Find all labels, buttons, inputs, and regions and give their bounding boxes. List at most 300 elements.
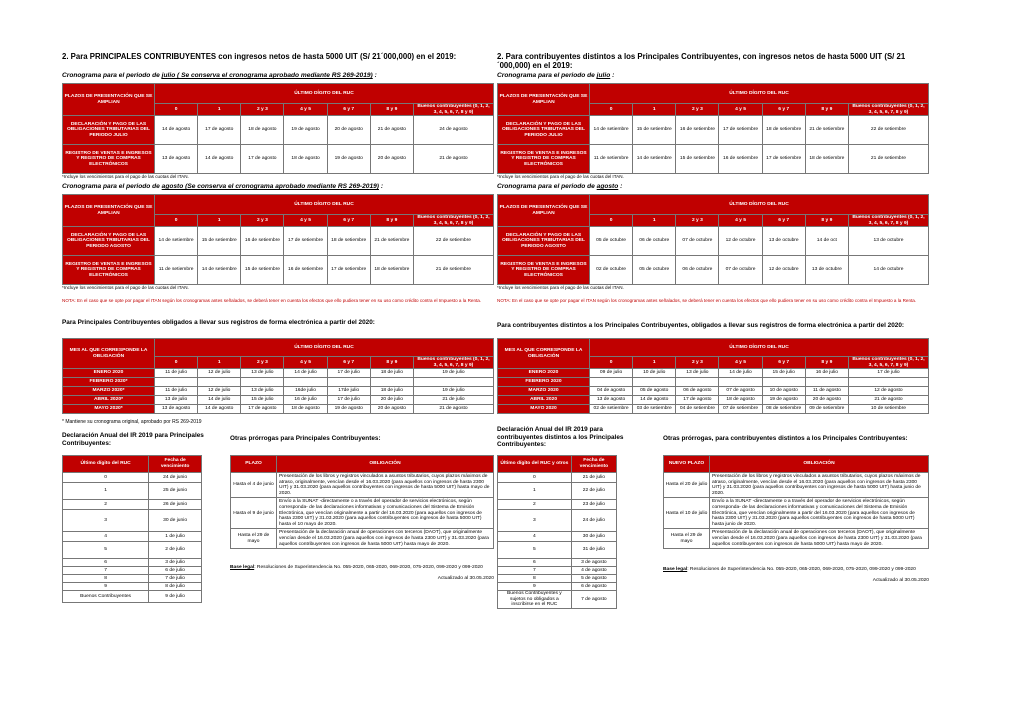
digit-header: 8 y 9 [370, 104, 413, 116]
date-cell: 12 de julio [198, 369, 241, 378]
date-cell: 20 de agosto [805, 396, 848, 405]
left-august-table-wrap [62, 194, 494, 303]
date-cell [284, 378, 327, 387]
date-cell [848, 378, 928, 387]
date-cell: 05 de agosto [633, 387, 676, 396]
annual-digit: 3 [498, 510, 572, 532]
date-cell: 20 de agosto [370, 145, 413, 174]
digit-header: 4 y 5 [284, 357, 327, 369]
left-electronic-title: Para Principales Contribuyentes obligados a llevar sus registros de forma electrónica a partir del 2020: [62, 319, 375, 326]
date-cell: 14 de agosto [198, 405, 241, 414]
annual-digit: 4 [498, 532, 572, 542]
first-header: PLAZOS DE PRESENTACIÓN QUE SE AMPLIAN [498, 195, 590, 227]
date-cell: 13 de agosto [155, 405, 198, 414]
right-other-table [663, 455, 929, 549]
month-cell: FEBRERO 2020 [498, 378, 590, 387]
ruc-digit-header: ÚLTIMO DÍGITO DEL RUC [155, 84, 494, 104]
right-august-table-wrap [497, 194, 929, 303]
left-annual-wrap [62, 455, 202, 603]
annual-digit: 9 [63, 583, 149, 591]
annual-digit: 5 [498, 542, 572, 559]
date-cell: 13 de agosto [590, 396, 633, 405]
date-cell [370, 378, 413, 387]
right-annual-table [497, 455, 617, 609]
date-cell: 09 de setiembre [805, 405, 848, 414]
digit-header: Buenos contribuyentes (0, 1, 2, 3, 4, 5, 6, 7, 8 y 9) [413, 357, 493, 369]
date-cell: 03 de setiembre [633, 405, 676, 414]
right-itan-nota: NOTA: En el caso que se opte por pagar el ITAN según los cronogramas antes señalados, se deberá tener en cuenta los efectos que ello pudiera tener en su uso como crédito contra el Impuesto a la Renta. [497, 297, 917, 303]
date-cell: 18 de setiembre [805, 145, 848, 174]
annual-date: 23 de julio [571, 500, 616, 510]
date-cell [198, 378, 241, 387]
date-cell [241, 378, 284, 387]
date-cell: 11 de julio [155, 369, 198, 378]
date-cell: 17 de agosto [198, 116, 241, 145]
digit-header: 2 y 3 [676, 215, 719, 227]
annual-digit: 2 [498, 500, 572, 510]
date-cell: 13 de octubre [762, 227, 805, 256]
date-cell: 14 de setiembre [590, 116, 633, 145]
digit-header: Buenos contribuyentes (0, 1, 2, 3, 4, 5, 6, 7, 8 y 9) [848, 357, 928, 369]
date-cell: 17 de setiembre [284, 227, 327, 256]
date-cell: 10 de setiembre [848, 405, 928, 414]
month-cell: MARZO 2020 [498, 387, 590, 396]
annual-digit: 8 [63, 575, 149, 583]
date-cell: 22 de setiembre [413, 227, 493, 256]
date-cell: 16 de setiembre [241, 227, 284, 256]
date-cell: 12 de agosto [848, 387, 928, 396]
digit-header: Buenos contribuyentes (0, 1, 2, 3, 4, 5, 6, 7, 8 y 9) [413, 104, 493, 116]
annual-date: 3 de julio [149, 559, 202, 567]
left-july-note: *Incluye los vencimientos para el pago de las cuotas del ITAN. [62, 174, 189, 180]
annual-date: 6 de julio [149, 567, 202, 575]
other-plazo: Hasta el 29 de mayo [664, 529, 710, 549]
right-updated: Actualizado al 30.05.2020 [872, 578, 929, 584]
annual-date: 26 de junio [149, 500, 202, 510]
date-cell [590, 378, 633, 387]
annual-date: 24 de junio [149, 473, 202, 483]
date-cell: 14 de julio [198, 396, 241, 405]
other-head-plazo: NUEVO PLAZO [664, 456, 710, 473]
date-cell: 04 de agosto [590, 387, 633, 396]
annual-digit: 1 [63, 483, 149, 500]
date-cell: 17 de julio [327, 369, 370, 378]
annual-digit: Buenos Contribuyentes y sujetos no obligados a inscribirse en el RUC [498, 591, 572, 609]
annual-head-date: Fecha de vencimiento [571, 456, 616, 473]
other-plazo: Hasta el 10 de julio [664, 498, 710, 529]
first-header: MES AL QUE CORRESPONDE LA OBLIGACIÓN [498, 339, 590, 369]
left-july-caption: Cronograma para el periodo de julio ( Se conserva el cronograma aprobado mediante RS 269-2019) : [62, 72, 377, 79]
digit-header: 0 [590, 104, 633, 116]
date-cell: 17 de julio [327, 396, 370, 405]
digit-header: 8 y 9 [370, 357, 413, 369]
annual-digit: 0 [498, 473, 572, 483]
right-july-table [497, 83, 929, 174]
date-cell: 11 de agosto [805, 387, 848, 396]
date-cell: 17 de agosto [241, 145, 284, 174]
first-header: PLAZOS DE PRESENTACIÓN QUE SE AMPLIAN [63, 195, 155, 227]
right-electronic-table [497, 338, 929, 414]
date-cell: 07 de setiembre [719, 405, 762, 414]
date-cell: 16 de julio [284, 396, 327, 405]
right-other-title: Otras prórrogas, para contribuyentes distintos a los Principales Contribuyentes: [663, 435, 908, 442]
digit-header: 2 y 3 [241, 357, 284, 369]
annual-date: 21 de julio [571, 473, 616, 483]
digit-header: 4 y 5 [284, 215, 327, 227]
date-cell: 07 de agosto [719, 387, 762, 396]
ruc-digit-header: ÚLTIMO DÍGITO DEL RUC [155, 339, 494, 357]
row-label: REGISTRO DE VENTAS E INGRESOS Y REGISTRO DE COMPRAS ELECTRÓNICOS [63, 145, 155, 174]
annual-date: 30 de julio [571, 532, 616, 542]
left-august-table [62, 194, 494, 285]
date-cell: 19 de agosto [284, 116, 327, 145]
date-cell: 15 de setiembre [633, 116, 676, 145]
digit-header: 1 [198, 104, 241, 116]
other-obligacion: Presentación de los libros y registros vinculados a asuntos tributarios, cuyos plazos máximos de atraso, originalmente, vencían desde el 16.03.2020 (para aquellos con ingresos de hasta 2300 UIT) y 31.03.2020 (para aquellos contribuyentes con ingresos de hasta 5000 UIT) hasta junio de 2020. [710, 473, 929, 498]
digit-header: 1 [633, 104, 676, 116]
date-cell: 21 de setiembre [848, 145, 928, 174]
other-obligacion: Presentación de la declaración anual de operaciones con terceros (DAOT), que originalmente vencían desde el 16.03.2020 (para aquellos con ingresos de hasta 2300 UIT) y 31.03.2020 (para aquellos contribuyentes con ingresos de hasta 5000 UIT) hasta mayo de 2020. [710, 529, 929, 549]
digit-header: 6 y 7 [762, 215, 805, 227]
right-august-caption: Cronograma para el periodo de agosto : [497, 183, 623, 190]
date-cell: 05 de octubre [590, 227, 633, 256]
month-cell: ENERO 2020 [498, 369, 590, 378]
date-cell: 13 de julio [241, 387, 284, 396]
right-base-legal: Base legal: Resoluciones de Superintendencia No. 055-2020, 065-2020, 069-2020, 075-2020, 099-2020 y 099-2020 [663, 567, 916, 573]
annual-digit: 9 [498, 583, 572, 591]
date-cell: 19 de julio [413, 369, 493, 378]
row-label: REGISTRO DE VENTAS E INGRESOS Y REGISTRO DE COMPRAS ELECTRÓNICOS [498, 145, 590, 174]
date-cell: 16 de julio [805, 369, 848, 378]
date-cell: 21 de setiembre [805, 116, 848, 145]
date-cell: 21 de setiembre [370, 227, 413, 256]
annual-digit: 8 [498, 575, 572, 583]
right-july-table-wrap [497, 83, 929, 180]
first-header: MES AL QUE CORRESPONDE LA OBLIGACIÓN [63, 339, 155, 369]
date-cell: 21 de agosto [370, 116, 413, 145]
annual-date: 6 de agosto [571, 583, 616, 591]
right-annual-wrap [497, 455, 617, 609]
date-cell: 17 de setiembre [719, 116, 762, 145]
month-cell: FEBRERO 2020* [63, 378, 155, 387]
date-cell: 07 de octubre [676, 227, 719, 256]
digit-header: 1 [633, 215, 676, 227]
date-cell: 06 de agosto [676, 387, 719, 396]
digit-header: 0 [590, 357, 633, 369]
date-cell: 13 de octubre [805, 256, 848, 285]
date-cell: 17 de julio [848, 369, 928, 378]
date-cell: 21 de setiembre [413, 256, 493, 285]
date-cell: 14 de setiembre [155, 227, 198, 256]
left-annual-table [62, 455, 202, 603]
other-obligacion: Envío a la SUNAT -directamente o a través del operador de servicios electrónicos, según corresponda- de las declaraciones informativas y comunicaciones del Sistema de Emisión Electrónica, que vencían originalmente a partir del 16.03.2020 (para aquellos con ingresos de hasta 2300 UIT) y 31.03.2020 (para aquellos contribuyentes con ingresos de hasta 5000 UIT) hasta junio de 2020. [710, 498, 929, 529]
date-cell: 11 de setiembre [155, 256, 198, 285]
left-electronic-table [62, 338, 494, 414]
date-cell: 09 de julio [590, 369, 633, 378]
digit-header: 2 y 3 [241, 215, 284, 227]
left-annual-title: Declaración Anual del IR 2019 para Principales Contribuyentes: [62, 432, 204, 447]
date-cell: 17 de agosto [676, 396, 719, 405]
annual-date: 1 de julio [149, 532, 202, 542]
date-cell: 21 de agosto [848, 396, 928, 405]
date-cell: 11 de setiembre [590, 145, 633, 174]
left-base-legal: Base legal: Resoluciones de Superintendencia No. 055-2020, 065-2020, 069-2020, 075-2020, 099-2020 y 099-2020 [230, 565, 483, 571]
annual-digit: 0 [63, 473, 149, 483]
other-obligacion: Envío a la SUNAT -directamente o a través del operador de servicios electrónicos, según corresponda- de las declaraciones informativas y comunicaciones del Sistema de Emisión Electrónica, que vencían originalmente a partir del 16.03.2020 (para aquellos con ingresos de hasta 2300 UIT) y 31.03.2020 (para aquellos contribuyentes con ingresos de hasta 5000 UIT) hasta el 10 mayo de 2020. [277, 498, 494, 529]
other-obligacion: Presentación de la declaración anual de operaciones con terceros (DAOT), que originalmente vencían desde el 16.03.2020 (para aquellos con ingresos de hasta 2300 UIT) y 31.03.2020 (para aquellos contribuyentes con ingresos de hasta 5000 UIT) hasta mayo de 2020. [277, 529, 494, 549]
date-cell: 19 de julio [413, 387, 493, 396]
date-cell: 12 de octubre [719, 227, 762, 256]
date-cell [413, 378, 493, 387]
annual-date: 8 de julio [149, 583, 202, 591]
annual-date: 30 de junio [149, 510, 202, 532]
date-cell: 05 de octubre [633, 256, 676, 285]
digit-header: 8 y 9 [370, 215, 413, 227]
annual-head-date: Fecha de vencimiento [149, 456, 202, 473]
date-cell: 20 de agosto [370, 405, 413, 414]
date-cell: 18 de agosto [241, 116, 284, 145]
digit-header: Buenos contribuyentes (0, 1, 2, 3, 4, 5, 6, 7, 8 y 9) [848, 215, 928, 227]
row-label: REGISTRO DE VENTAS E INGRESOS Y REGISTRO DE COMPRAS ELECTRÓNICOS [498, 256, 590, 285]
digit-header: 8 y 9 [805, 215, 848, 227]
first-header: PLAZOS DE PRESENTACIÓN QUE SE AMPLIAN [63, 84, 155, 116]
ruc-digit-header: ÚLTIMO DÍGITO DEL RUC [590, 339, 929, 357]
annual-digit: Buenos Contribuyentes [63, 591, 149, 603]
row-label: DECLARACIÓN Y PAGO DE LAS OBLIGACIONES TRIBUTARIAS DEL PERIODO AGOSTO [63, 227, 155, 256]
left-august-note: *Incluye los vencimientos para el pago de las cuotas del ITAN. [62, 285, 189, 291]
date-cell: 13 de julio [676, 369, 719, 378]
annual-digit: 3 [63, 510, 149, 532]
annual-date: 2 de julio [149, 542, 202, 559]
annual-date: 7 de agosto [571, 591, 616, 609]
date-cell: 24 de agosto [413, 116, 493, 145]
date-cell: 06 de octubre [676, 256, 719, 285]
date-cell: 18 de setiembre [370, 256, 413, 285]
annual-digit: 5 [63, 542, 149, 559]
digit-header: 1 [198, 357, 241, 369]
annual-digit: 6 [498, 559, 572, 567]
digit-header: 6 y 7 [327, 215, 370, 227]
left-other-wrap [230, 455, 494, 581]
date-cell: 14 de agosto [633, 396, 676, 405]
other-head-obligacion: OBLIGACIÓN [277, 456, 494, 473]
date-cell: 08 de setiembre [762, 405, 805, 414]
date-cell: 15 de julio [241, 396, 284, 405]
annual-head-digit: Último dígito del RUC y otros [498, 456, 572, 473]
row-label: DECLARACIÓN Y PAGO DE LAS OBLIGACIONES TRIBUTARIAS DEL PERIODO JULIO [498, 116, 590, 145]
annual-date: 4 de agosto [571, 567, 616, 575]
month-cell: ENERO 2020 [63, 369, 155, 378]
date-cell: 14 de agosto [155, 116, 198, 145]
date-cell [155, 378, 198, 387]
month-cell: ABRIL 2020* [63, 396, 155, 405]
date-cell: 12 de octubre [762, 256, 805, 285]
right-other-wrap [663, 455, 929, 583]
date-cell: 10 de agosto [762, 387, 805, 396]
date-cell: 14 de octubre [848, 256, 928, 285]
digit-header: 2 y 3 [241, 104, 284, 116]
date-cell: 19 de agosto [327, 405, 370, 414]
date-cell [762, 378, 805, 387]
date-cell: 21 de agosto [413, 145, 493, 174]
digit-header: Buenos contribuyentes (0, 1, 2, 3, 4, 5, 6, 7, 8 y 9) [413, 215, 493, 227]
annual-date: 3 de agosto [571, 559, 616, 567]
left-july-table-wrap [62, 83, 494, 180]
date-cell: 12 de julio [198, 387, 241, 396]
date-cell: 15 de setiembre [241, 256, 284, 285]
other-plazo: Hasta el 20 de julio [664, 473, 710, 498]
left-other-title: Otras prórrogas para Principales Contribuyentes: [230, 435, 381, 442]
date-cell: 18 de julio [370, 369, 413, 378]
date-cell [719, 378, 762, 387]
digit-header: 0 [155, 357, 198, 369]
other-head-obligacion: OBLIGACIÓN [710, 456, 929, 473]
date-cell: 13 de julio [155, 396, 198, 405]
digit-header: 0 [155, 215, 198, 227]
ruc-digit-header: ÚLTIMO DÍGITO DEL RUC [590, 195, 929, 215]
right-electronic-wrap [497, 338, 929, 414]
date-cell: 13 de julio [241, 369, 284, 378]
annual-digit: 1 [498, 483, 572, 500]
date-cell [633, 378, 676, 387]
left-updated: Actualizado al 30.05.2020 [437, 576, 494, 582]
date-cell: 16 de setiembre [719, 145, 762, 174]
left-title: 2. Para PRINCIPALES CONTRIBUYENTES con ingresos netos de hasta 5000 UIT (S/ 21´000,000) en el 2019: [62, 52, 457, 61]
date-cell: 16de julio [284, 387, 327, 396]
digit-header: 4 y 5 [284, 104, 327, 116]
date-cell: 19 de agosto [327, 145, 370, 174]
date-cell: 21 de julio [413, 396, 493, 405]
date-cell: 14 de setiembre [633, 145, 676, 174]
first-header: PLAZOS DE PRESENTACIÓN QUE SE AMPLIAN [498, 84, 590, 116]
digit-header: 8 y 9 [805, 357, 848, 369]
ruc-digit-header: ÚLTIMO DÍGITO DEL RUC [155, 195, 494, 215]
annual-date: 25 de junio [149, 483, 202, 500]
date-cell: 13 de agosto [155, 145, 198, 174]
ruc-digit-header: ÚLTIMO DÍGITO DEL RUC [590, 84, 929, 104]
digit-header: Buenos contribuyentes (0, 1, 2, 3, 4, 5, 6, 7, 8 y 9) [848, 104, 928, 116]
date-cell: 02 de octubre [590, 256, 633, 285]
digit-header: 0 [155, 104, 198, 116]
date-cell: 22 de setiembre [848, 116, 928, 145]
digit-header: 4 y 5 [719, 104, 762, 116]
digit-header: 6 y 7 [327, 104, 370, 116]
date-cell: 15 de julio [762, 369, 805, 378]
right-title: 2. Para contribuyentes distintos a los Principales Contribuyentes, con ingresos netos de hasta 5000 UIT (S/ 21´000,000) en el 2019: [497, 52, 906, 70]
annual-digit: 7 [63, 567, 149, 575]
left-july-table [62, 83, 494, 174]
date-cell: 17 de setiembre [327, 256, 370, 285]
other-obligacion: Presentación de los libros y registros vinculados a asuntos tributarios, cuyos plazos máximos de atraso, originalmente, vencían desde el 16.03.2020 (para aquellos con ingresos de hasta 2300 UIT) y 31.03.2020 (para aquellos contribuyentes con ingresos de hasta 5000 UIT) hasta mayo de 2020. [277, 473, 494, 498]
month-cell: MAYO 2020 [498, 405, 590, 414]
date-cell [676, 378, 719, 387]
date-cell: 18 de setiembre [327, 227, 370, 256]
annual-date: 22 de julio [571, 483, 616, 500]
date-cell: 02 de setiembre [590, 405, 633, 414]
date-cell [327, 378, 370, 387]
left-itan-nota: NOTA: En el caso que se opte por pagar el ITAN según los cronogramas antes señalados, se deberá tener en cuenta los efectos que ello pudiera tener en su uso como crédito contra el Impuesto a la Renta. [62, 297, 482, 303]
date-cell: 18 de julio [370, 387, 413, 396]
annual-date: 31 de julio [571, 542, 616, 559]
annual-date: 24 de julio [571, 510, 616, 532]
digit-header: 4 y 5 [719, 215, 762, 227]
left-electronic-note: * Mantiene su cronograma original, aprobado por RS 269-2019 [62, 419, 202, 426]
annual-head-digit: Último dígito del RUC [63, 456, 149, 473]
left-other-table [230, 455, 494, 549]
annual-digit: 6 [63, 559, 149, 567]
date-cell: 20 de julio [370, 396, 413, 405]
date-cell: 18 de agosto [719, 396, 762, 405]
digit-header: 6 y 7 [762, 357, 805, 369]
month-cell: MARZO 2020* [63, 387, 155, 396]
other-plazo: Hasta el 29 de mayo [231, 529, 277, 549]
right-july-note: *Incluye los vencimientos para el pago de las cuotas del ITAN. [497, 174, 624, 180]
month-cell: ABRIL 2020 [498, 396, 590, 405]
annual-digit: 2 [63, 500, 149, 510]
annual-digit: 7 [498, 567, 572, 575]
digit-header: 6 y 7 [762, 104, 805, 116]
right-august-note: *Incluye los vencimientos para el pago de las cuotas del ITAN. [497, 285, 624, 291]
date-cell: 16 de setiembre [676, 116, 719, 145]
right-july-caption: Cronograma para el periodo de julio : [497, 72, 615, 79]
digit-header: 1 [198, 215, 241, 227]
date-cell: 17 de agosto [241, 405, 284, 414]
annual-date: 9 de julio [149, 591, 202, 603]
date-cell: 13 de octubre [848, 227, 928, 256]
digit-header: 8 y 9 [805, 104, 848, 116]
left-august-caption: Cronograma para el periodo de agosto (Se conserva el cronograma aprobado mediante RS 269-2019) : [62, 183, 384, 190]
date-cell: 16 de setiembre [284, 256, 327, 285]
date-cell: 15 de setiembre [676, 145, 719, 174]
date-cell: 19 de agosto [762, 396, 805, 405]
date-cell: 18 de setiembre [762, 116, 805, 145]
date-cell [805, 378, 848, 387]
row-label: DECLARACIÓN Y PAGO DE LAS OBLIGACIONES TRIBUTARIAS DEL PERIODO AGOSTO [498, 227, 590, 256]
date-cell: 15 de setiembre [198, 227, 241, 256]
date-cell: 14 de setiembre [198, 256, 241, 285]
date-cell: 14 de agosto [198, 145, 241, 174]
other-plazo: Hasta el 9 de junio [231, 498, 277, 529]
month-cell: MAYO 2020* [63, 405, 155, 414]
date-cell: 10 de julio [633, 369, 676, 378]
right-electronic-title: Para contribuyentes distintos a los Principales Contribuyentes, obligados a llevar sus registros de forma electrónica a partir del 2020: [497, 322, 905, 329]
right-annual-title: Declaración Anual del IR 2019 para contribuyentes distintos a los Principales Contribuyentes: [497, 426, 624, 448]
date-cell: 18 de agosto [284, 405, 327, 414]
date-cell: 21 de agosto [413, 405, 493, 414]
right-august-table [497, 194, 929, 285]
date-cell: 18 de agosto [284, 145, 327, 174]
other-head-plazo: PLAZO [231, 456, 277, 473]
annual-date: 5 de agosto [571, 575, 616, 583]
annual-date: 7 de julio [149, 575, 202, 583]
digit-header: 6 y 7 [327, 357, 370, 369]
other-plazo: Hasta el 4 de junio [231, 473, 277, 498]
row-label: DECLARACIÓN Y PAGO DE LAS OBLIGACIONES TRIBUTARIAS DEL PERIODO JULIO [63, 116, 155, 145]
digit-header: 2 y 3 [676, 104, 719, 116]
digit-header: 0 [590, 215, 633, 227]
digit-header: 4 y 5 [719, 357, 762, 369]
date-cell: 06 de octubre [633, 227, 676, 256]
annual-digit: 4 [63, 532, 149, 542]
digit-header: 2 y 3 [676, 357, 719, 369]
date-cell: 17de julio [327, 387, 370, 396]
date-cell: 14 de oct [805, 227, 848, 256]
date-cell: 20 de agosto [327, 116, 370, 145]
left-electronic-wrap [62, 338, 494, 426]
date-cell: 17 de setiembre [762, 145, 805, 174]
row-label: REGISTRO DE VENTAS E INGRESOS Y REGISTRO DE COMPRAS ELECTRÓNICOS [63, 256, 155, 285]
date-cell: 14 de julio [284, 369, 327, 378]
